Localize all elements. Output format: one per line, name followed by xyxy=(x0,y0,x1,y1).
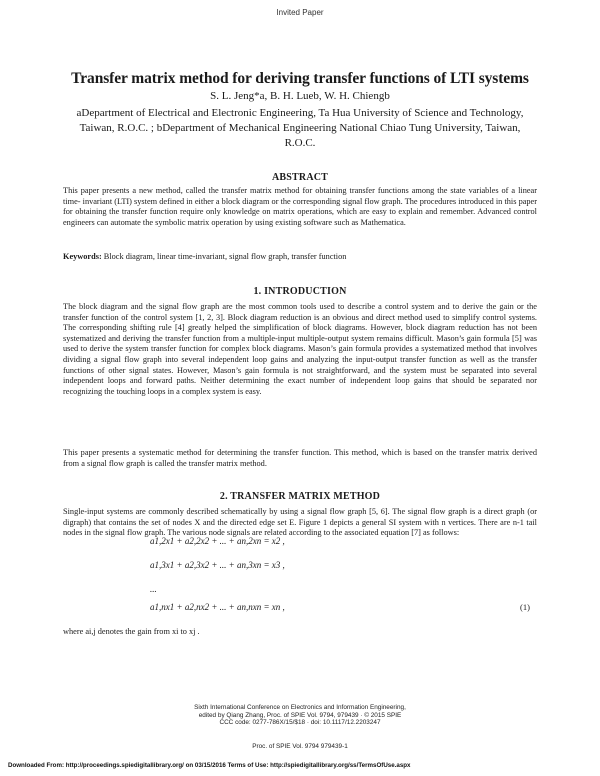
conference-line-2: edited by Qiang Zhang, Proc. of SPIE Vol. 9794, 979439 · © 2015 SPIE xyxy=(198,711,402,719)
equation-line-2: a1,3x1 + a2,3x2 + ... + an,3xn = x3 , xyxy=(150,560,285,570)
conference-footer xyxy=(0,704,600,727)
equation-number: (1) xyxy=(520,602,530,612)
equation-dots: ... xyxy=(150,584,157,594)
paper-affiliations xyxy=(70,106,530,151)
section-2-heading: 2. TRANSFER MATRIX METHOD xyxy=(219,491,381,502)
invited-paper-label: Invited Paper xyxy=(276,8,324,17)
intro-paragraph-2: This paper presents a systematic method for determining the transfer function. This method, which is based on the transfer matrix derived from a signal flow graph is called the transfer matrix method. xyxy=(63,448,537,468)
paper-title: Transfer matrix method for deriving transfer functions of LTI systems xyxy=(71,70,529,87)
affiliation-b: bDepartment of Mechanical Engineering National Chiao Tung University, Taiwan, R.O.C. xyxy=(156,122,521,149)
keywords-list: Block diagram, linear time-invariant, signal flow graph, transfer function xyxy=(103,252,347,261)
conference-line-1: Sixth International Conference on Electronics and Information Engineering, xyxy=(194,704,406,711)
page-reference: Proc. of SPIE Vol. 9794 979439-1 xyxy=(252,743,348,750)
method-paragraph: Single-input systems are commonly described schematically by using a signal flow graph [5, 6]. The signal flow graph is a direct graph (or digraph) that contains the set of nodes X and the directed edge set E. Figure 1 depicts a general SI system with n vertices. There are n-1 tail nodes in the signal flow graph. The various node signals are related according to the associated equation [7] as follows: xyxy=(63,507,537,538)
equation-line-1: a1,2x1 + a2,2x2 + ... + an,2xn = x2 , xyxy=(150,536,285,546)
abstract-text: This paper presents a new method, called the transfer matrix method for obtaining transfer functions among the state variables of a linear time- invariant (LTI) system defined in either a block diagram or the corresponding signal flow graph. The procedures introduced in this paper for obtaining the transfer function require only knowledge on matrix operations, which are easy to explain and remember. Advanced control engineers can automate the symbolic matrix operation by using existing software such as Mathematica. xyxy=(63,186,537,227)
keywords-label: Keywords: xyxy=(63,252,102,261)
keywords xyxy=(63,252,537,261)
intro-paragraph-1: The block diagram and the signal flow graph are the most common tools used to describe a control system and to derive the gain or the transfer function of the control system [1, 2, 3]. Block diagram reduction is an obvious and direct method used to simplify control systems. The corresponding shifting rule [4] greatly helped the simplification of block diagrams. However, block diagram reduction has not been systematized and deriving the transfer function from a multiple-input multiple-output system remains difficult. Mason’s gain formula [5] was used to derive the system transfer function for complex block diagrams. Mason’s gain formula provides a systematized method that involves dividing a signal flow graph into several independent loop gains and analyzing the input-output transfer function as well as the transfer functions of other signal states. However, Mason’s gain formula is not straightforward, and the system must be separated into several independent loops and forward paths. Neither determining the exact number of independent loop gains that should be separated nor recognizing the touching loops in a complex system is easy. xyxy=(63,302,537,396)
download-notice: Downloaded From: http://proceedings.spiedigitallibrary.org/ on 03/15/2016 Terms of Use: http://spiedigitallibrary.org/ss/TermsOfUse.aspx xyxy=(8,762,411,769)
paper-authors: S. L. Jeng*a, B. H. Lueb, W. H. Chiengb xyxy=(210,90,390,102)
equation-explanation: where ai,j denotes the gain from xi to xj . xyxy=(63,627,200,636)
conference-line-3: CCC code: 0277-786X/15/$18 · doi: 10.1117/12.2203247 xyxy=(219,719,381,727)
affiliation-a: aDepartment of Electrical and Electronic Engineering, Ta Hua University of Science and Technology, Taiwan, R.O.C. ; xyxy=(76,107,524,134)
equation-line-3: a1,nx1 + a2,nx2 + ... + an,nxn = xn , xyxy=(150,602,285,612)
section-1-heading: 1. INTRODUCTION xyxy=(253,286,347,297)
abstract-heading: ABSTRACT xyxy=(271,172,329,183)
